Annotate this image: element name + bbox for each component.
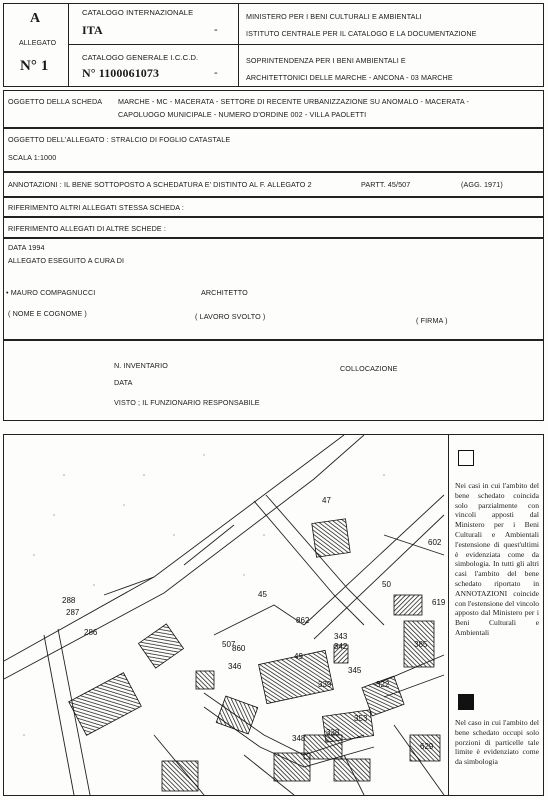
ministry-line-4: ARCHITETTONICI DELLE MARCHE - ANCONA - 03 MARCHE bbox=[246, 73, 453, 82]
ministry-line-2: ISTITUTO CENTRALE PER IL CATALOGO E LA DOCUMENTAZIONE bbox=[246, 29, 477, 38]
parcel-label: 507 bbox=[222, 640, 236, 649]
allegato-number: N° 1 bbox=[20, 58, 49, 74]
oggetto-box bbox=[3, 90, 544, 128]
legend-empty-square-icon bbox=[458, 450, 474, 466]
inventario-number: N. INVENTARIO bbox=[114, 361, 168, 370]
legend-divider bbox=[448, 434, 449, 796]
parcel-label: 288 bbox=[62, 596, 76, 605]
cat-int-value: ITA bbox=[82, 23, 103, 37]
legend-text-1: Nei casi in cui l'ambito del bene schedato coincida solo parzialmente con vincoli apposti dal Ministero per i Beni Culturali e Ambientali l'estensione di quest'ultimi è evidenziata come da simbologia. In tutti gli altri casi l'ambito del bene schedato riportato in ANNOTAZIONI coincide con l'estensione del vincolo apposto dal Ministero per i Beni Culturali e Ambientali bbox=[455, 481, 539, 637]
cat-int-label: CATALOGO INTERNAZIONALE bbox=[82, 8, 194, 17]
esecuzione-role-label: ( LAVORO SVOLTO ) bbox=[195, 312, 266, 321]
oggetto-label: OGGETTO DELLA SCHEDA bbox=[8, 97, 103, 106]
annotazioni-partt: PARTT. 45/507 bbox=[361, 180, 411, 189]
parcel-label: 342 bbox=[334, 642, 348, 651]
parcel-label: 602 bbox=[428, 538, 442, 547]
parcel-label: 287 bbox=[66, 608, 80, 617]
legend-filled-square-icon bbox=[458, 694, 474, 710]
inventario-data: DATA bbox=[114, 378, 133, 387]
ministry-line-1: MINISTERO PER I BENI CULTURALI E AMBIENTALI bbox=[246, 12, 422, 21]
annotazioni-text: ANNOTAZIONI : IL BENE SOTTOPOSTO A SCHEDATURA E' DISTINTO AL F. ALLEGATO 2 bbox=[8, 180, 312, 189]
parcel-label: 353 bbox=[354, 714, 368, 723]
ministry-line-3: SOPRINTENDENZA PER I BENI AMBIENTALI E bbox=[246, 56, 406, 65]
esecuzione-name-label: ( NOME E COGNOME ) bbox=[8, 309, 87, 318]
inventario-collocazione: COLLOCAZIONE bbox=[340, 364, 398, 373]
parcel-label: 343 bbox=[334, 632, 348, 641]
allegato-label: ALLEGATO bbox=[19, 40, 57, 47]
inventario-box bbox=[3, 340, 544, 421]
parcel-label: 385 bbox=[414, 640, 428, 649]
header-mid-line bbox=[68, 44, 238, 45]
parcel-label: 339 bbox=[318, 680, 332, 689]
annotazioni-agg: (AGG. 1971) bbox=[461, 180, 503, 189]
cat-gen-dash: - bbox=[214, 67, 218, 79]
parcel-label: 345 bbox=[348, 666, 362, 675]
esecuzione-name: • MAURO COMPAGNUCCI bbox=[6, 288, 96, 297]
parcel-label: 629 bbox=[420, 742, 434, 751]
parcel-label: 619 bbox=[432, 598, 446, 607]
cat-int-dash: - bbox=[214, 24, 218, 36]
rif1-text: RIFERIMENTO ALTRI ALLEGATI STESSA SCHEDA : bbox=[8, 203, 184, 212]
parcel-label: 45 bbox=[258, 590, 267, 599]
inventario-visto: VISTO ; IL FUNZIONARIO RESPONSABILE bbox=[114, 398, 260, 407]
allegato-object-label: OGGETTO DELL'ALLEGATO : STRALCIO DI FOGLIO CATASTALE bbox=[8, 135, 231, 144]
esecuzione-eseguito: ALLEGATO ESEGUITO A CURA DI bbox=[8, 256, 125, 265]
parcel-label: 346 bbox=[228, 662, 242, 671]
cadastral-map bbox=[4, 435, 448, 795]
parcel-label: 49 bbox=[294, 652, 303, 661]
cat-gen-label: CATALOGO GENERALE I.C.C.D. bbox=[82, 53, 199, 62]
header-ministry-line bbox=[238, 44, 544, 45]
header-divider-2 bbox=[238, 3, 239, 87]
rif2-text: RIFERIMENTO ALLEGATI DI ALTRE SCHEDE : bbox=[8, 224, 166, 233]
header-divider-1 bbox=[68, 3, 69, 87]
parcel-label: 338 bbox=[326, 728, 340, 737]
legend-text-2: Nel caso in cui l'ambito del bene schedato occupi solo porzioni di particelle tale limite è evidenziato come da simbologia bbox=[455, 718, 539, 767]
parcel-label: 47 bbox=[322, 496, 331, 505]
parcel-label: 348 bbox=[292, 734, 306, 743]
esecuzione-role: ARCHITETTO bbox=[201, 288, 248, 297]
oggetto-line-1: MARCHE - MC - MACERATA - SETTORE DI RECENTE URBANIZZAZIONE SU ANOMALO - MACERATA - bbox=[118, 97, 469, 106]
scala-label: SCALA 1:1000 bbox=[8, 153, 57, 162]
oggetto-line-2: CAPOLUOGO MUNICIPALE - NUMERO D'ORDINE 002 - VILLA PAOLETTI bbox=[118, 110, 367, 119]
parcel-label: 322 bbox=[376, 680, 390, 689]
allegato-letter: A bbox=[30, 11, 41, 26]
cat-gen-value: N° 1100061073 bbox=[82, 66, 160, 80]
esecuzione-data: DATA 1994 bbox=[8, 243, 45, 252]
parcel-label: 286 bbox=[84, 628, 98, 637]
parcel-label: 860 bbox=[232, 644, 246, 653]
parcel-label: 862 bbox=[296, 616, 310, 625]
parcel-label: 50 bbox=[382, 580, 391, 589]
esecuzione-firma-label: ( FIRMA ) bbox=[416, 316, 448, 325]
